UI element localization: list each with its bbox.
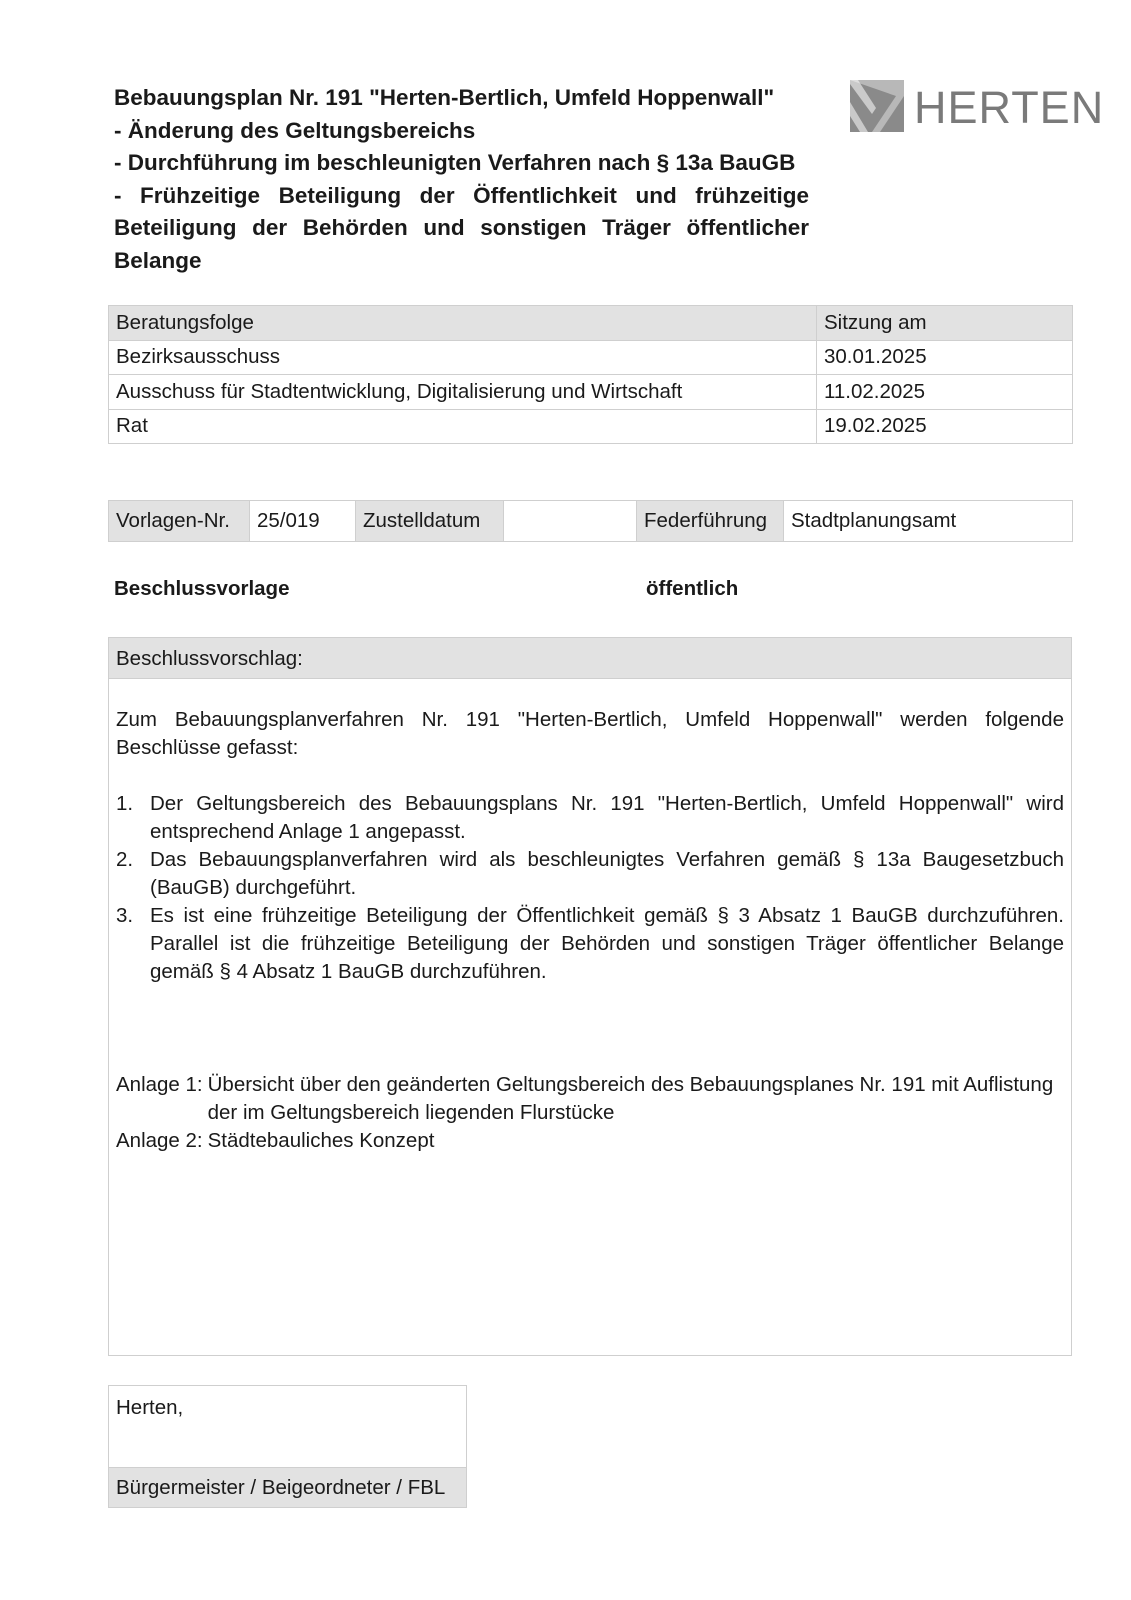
vorlagen-nr-value: 25/019 bbox=[250, 501, 356, 542]
title-line: - Durchführung im beschleunigten Verfahren nach § 13a BauGB bbox=[114, 150, 796, 175]
title-line: Bebauungsplan Nr. 191 "Herten-Bertlich, Umfeld Hoppenwall" bbox=[114, 85, 775, 110]
document-type: Beschlussvorlage bbox=[114, 577, 290, 600]
beschlussvorschlag-header: Beschlussvorschlag: bbox=[109, 638, 1071, 679]
anlage-item bbox=[116, 1127, 1064, 1155]
anlage-text: Übersicht über den geänderten Geltungsbereich des Bebauungsplanes Nr. 191 mit Auflistung der im Geltungsbereich liegenden Flurstücke bbox=[207, 1073, 1054, 1124]
committee-cell: Rat bbox=[109, 409, 817, 444]
herten-logo bbox=[850, 78, 1105, 138]
federfuehrung-label: Federführung bbox=[637, 501, 784, 542]
zustelldatum-value bbox=[504, 501, 637, 542]
list-item-number: 1. bbox=[116, 792, 134, 815]
anlage-label: Anlage 1: bbox=[116, 1073, 203, 1096]
table-row bbox=[109, 375, 1073, 410]
anlage-label: Anlage 2: bbox=[116, 1129, 203, 1152]
anlage-item bbox=[116, 1071, 1064, 1127]
list-item bbox=[116, 790, 1064, 846]
zustelldatum-label: Zustelldatum bbox=[356, 501, 504, 542]
list-item-number: 2. bbox=[116, 848, 134, 871]
beschlussvorschlag-box bbox=[108, 637, 1072, 1356]
anlage-text: Städtebauliches Konzept bbox=[207, 1129, 435, 1152]
table-row bbox=[109, 501, 1073, 542]
column-header-sitzung: Sitzung am bbox=[817, 306, 1073, 341]
visibility-label: öffentlich bbox=[646, 577, 739, 600]
resolution-list bbox=[116, 790, 1064, 986]
federfuehrung-value: Stadtplanungsamt bbox=[784, 501, 1073, 542]
vorlage-info-table bbox=[108, 500, 1073, 542]
signature-city: Herten, bbox=[116, 1396, 184, 1419]
title-line: - Frühzeitige Beteiligung der Öffentlichkeit und frühzeitige bbox=[114, 182, 809, 208]
list-item-text: Das Bebauungsplanverfahren wird als beschleunigtes Verfahren gemäß § 13a Baugesetzbuch (BauGB) durchgeführt. bbox=[150, 848, 1064, 899]
herten-logo-text: HERTEN bbox=[914, 82, 1105, 133]
table-header-row bbox=[109, 306, 1073, 341]
title-line: - Änderung des Geltungsbereichs bbox=[114, 117, 476, 143]
vorlagen-nr-label: Vorlagen-Nr. bbox=[109, 501, 250, 542]
table-row bbox=[109, 409, 1073, 444]
list-item-number: 3. bbox=[116, 904, 134, 927]
title-line: Belange bbox=[114, 247, 202, 273]
signature-role: Bürgermeister / Beigeordneter / FBL bbox=[109, 1467, 466, 1507]
committee-cell: Ausschuss für Stadtentwicklung, Digitalisierung und Wirtschaft bbox=[109, 375, 817, 410]
beratungsfolge-table bbox=[108, 305, 1073, 444]
list-item-text: Es ist eine frühzeitige Beteiligung der Öffentlichkeit gemäß § 3 Absatz 1 BauGB durchzuführen. Parallel ist die frühzeitige Beteiligung der Behörden und sonstigen Träger öffentlicher Belange gemäß § 4 Absatz 1 BauGB durchzuführen. bbox=[150, 904, 1064, 983]
column-header-beratungsfolge: Beratungsfolge bbox=[109, 306, 817, 341]
intro-text: Zum Bebauungsplanverfahren Nr. 191 "Herten-Bertlich, Umfeld Hoppenwall" werden folgende Beschlüsse gefasst: bbox=[116, 708, 1064, 759]
table-row bbox=[109, 340, 1073, 375]
date-cell: 30.01.2025 bbox=[817, 340, 1073, 375]
document-title bbox=[114, 82, 809, 277]
signature-box bbox=[108, 1385, 467, 1508]
beschlussvorschlag-body bbox=[109, 679, 1071, 1155]
date-cell: 19.02.2025 bbox=[817, 409, 1073, 444]
list-item bbox=[116, 846, 1064, 902]
title-line: Beteiligung der Behörden und sonstigen Träger öffentlicher bbox=[114, 215, 809, 240]
list-item-text: Der Geltungsbereich des Bebauungsplans Nr. 191 "Herten-Bertlich, Umfeld Hoppenwall" wird entsprechend Anlage 1 angepasst. bbox=[150, 792, 1064, 843]
herten-logo-icon bbox=[850, 78, 906, 134]
committee-cell: Bezirksausschuss bbox=[109, 340, 817, 375]
list-item bbox=[116, 902, 1064, 986]
anlagen-list bbox=[116, 1071, 1064, 1155]
date-cell: 11.02.2025 bbox=[817, 375, 1073, 410]
